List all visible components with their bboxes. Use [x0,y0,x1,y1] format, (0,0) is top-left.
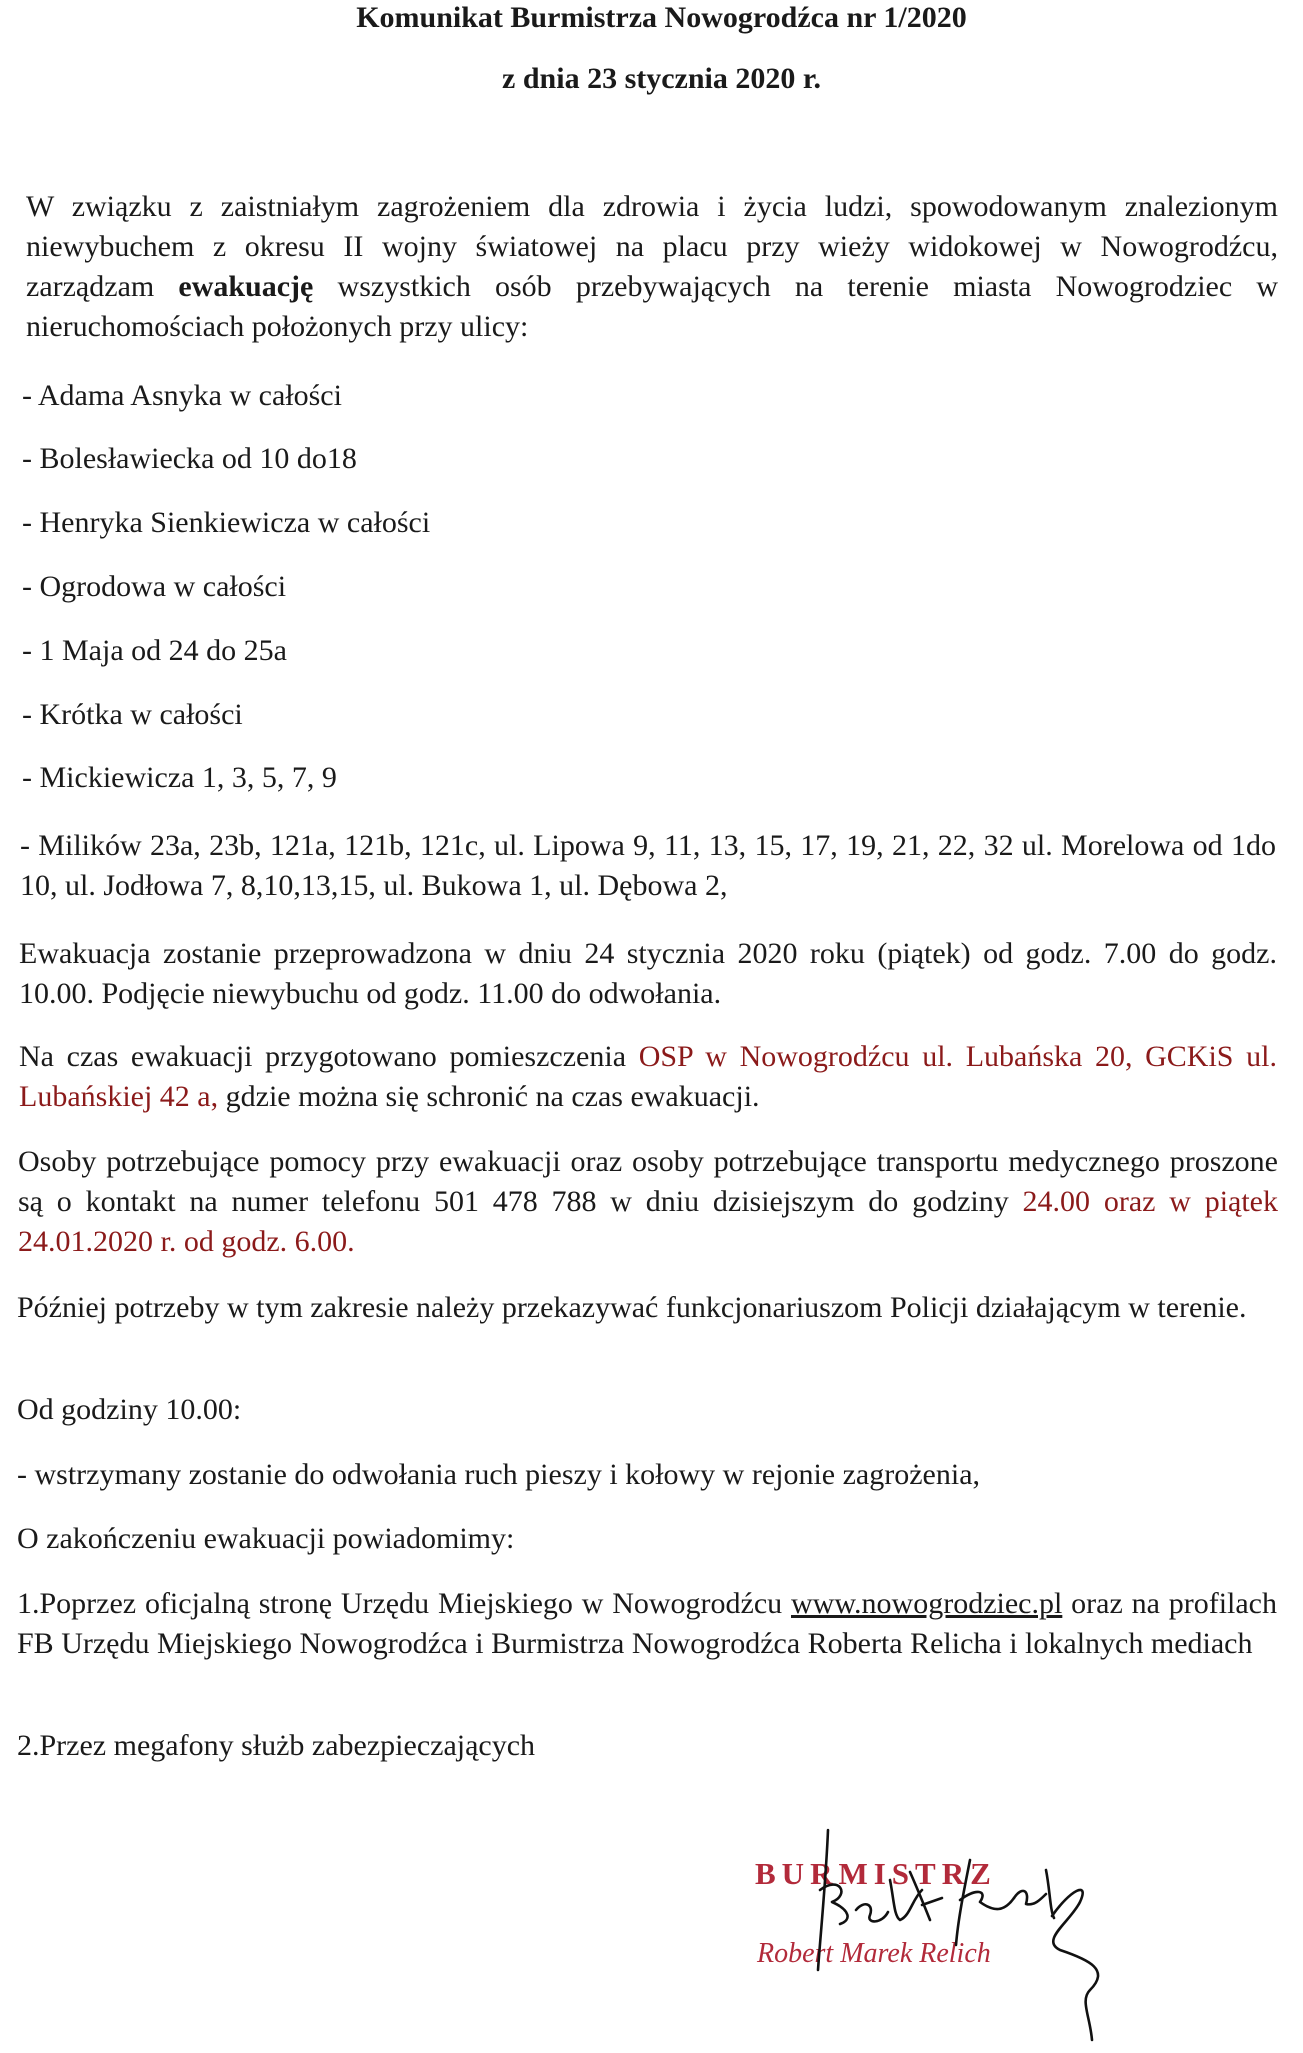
street-item: - Henryka Sienkiewicza w całości [22,506,431,539]
shelter-text: Na czas ewakuacji przygotowano pomieszczenia [19,1040,639,1073]
later-paragraph: Później potrzeby w tym zakresie należy przekazywać funkcjonariuszom Policji działającym w terenie. [17,1291,1247,1324]
intro-text: W związku z zaistniałym zagrożeniem dla zdrowia i życia ludzi, spowodowanym znalezionym niewybuchem z okresu II wojny światowej na placu przy wieży widokowej w Nowogrodźcu, zarządzam [26,190,1278,303]
evacuation-paragraph: Ewakuacja zostanie przeprowadzona w dniu 24 stycznia 2020 roku (piątek) od godz. 7.00 do godz. 10.00. Podjęcie niewybuchu od godz. 11.00 do odwołania. [19,937,1277,1010]
from-hour-line: Od godziny 10.00: [17,1393,242,1426]
document-date: z dnia 23 stycznia 2020 r. [502,62,821,95]
signature-icon [790,1820,1150,2050]
stamp-title: BURMISTRZ [755,1856,997,1891]
street-item: - Mickiewicza 1, 3, 5, 7, 9 [22,761,337,794]
document-title: Komunikat Burmistrza Nowogrodźca nr 1/2020 [356,1,967,34]
shelter-text-end: gdzie można się schronić na czas ewakuacji. [218,1080,760,1113]
stamp-name: Robert Marek Relich [757,1938,991,1969]
intro-text-end: wszystkich osób przebywających na terenie miasta Nowogrodziec w nieruchomościach położonych przy ulicy: [26,270,1279,343]
street-item: - Adama Asnyka w całości [22,379,342,412]
help-paragraph [18,1142,1278,1262]
help-hours: 24.00 oraz w piątek 24.01.2020 r. od godz. 6.00. [18,1185,1278,1258]
point1-text: 1.Poprzez oficjalną stronę Urzędu Miejskiego w Nowogrodźcu [17,1587,791,1620]
street-item: - Milików 23a, 23b, 121a, 121b, 121c, ul. Lipowa 9, 11, 13, 15, 17, 19, 21, 22, 32 ul. Morelowa od 1do 10, ul. Jodłowa 7, 8,10,13,15, ul. Bukowa 1, ul. Dębowa 2, [20,829,1276,902]
street-item: - Ogrodowa w całości [22,570,287,603]
shelter-paragraph [19,1037,1277,1117]
street-item: - Bolesławiecka od 10 do18 [22,442,357,475]
help-text: Osoby potrzebujące pomocy przy ewakuacji oraz osoby potrzebujące transportu medycznego proszone są o kontakt na numer telefonu 501 478 788 w dniu dzisiejszym do godziny [18,1145,1278,1218]
intro-paragraph [26,187,1278,347]
notify-point-2: 2.Przez megafony służb zabezpieczających [17,1729,536,1762]
shelter-location: OSP w Nowogrodźcu ul. Lubańska 20, GCKiS ul. Lubańskiej 42 a, [19,1040,1277,1113]
notify-line: O zakończeniu ewakuacji powiadomimy: [17,1522,515,1555]
website-link[interactable]: www.nowogrodziec.pl [791,1587,1063,1620]
street-item: - 1 Maja od 24 do 25a [22,634,287,667]
street-item: - Krótka w całości [22,698,243,731]
notify-point-1 [17,1584,1277,1664]
traffic-stop-line: - wstrzymany zostanie do odwołania ruch pieszy i kołowy w rejonie zagrożenia, [17,1458,981,1491]
point1-text-end: oraz na profilach FB Urzędu Miejskiego Nowogrodźca i Burmistrza Nowogrodźca Roberta Relicha i lokalnych mediach [17,1587,1278,1660]
intro-bold-word: ewakuację [178,270,314,303]
